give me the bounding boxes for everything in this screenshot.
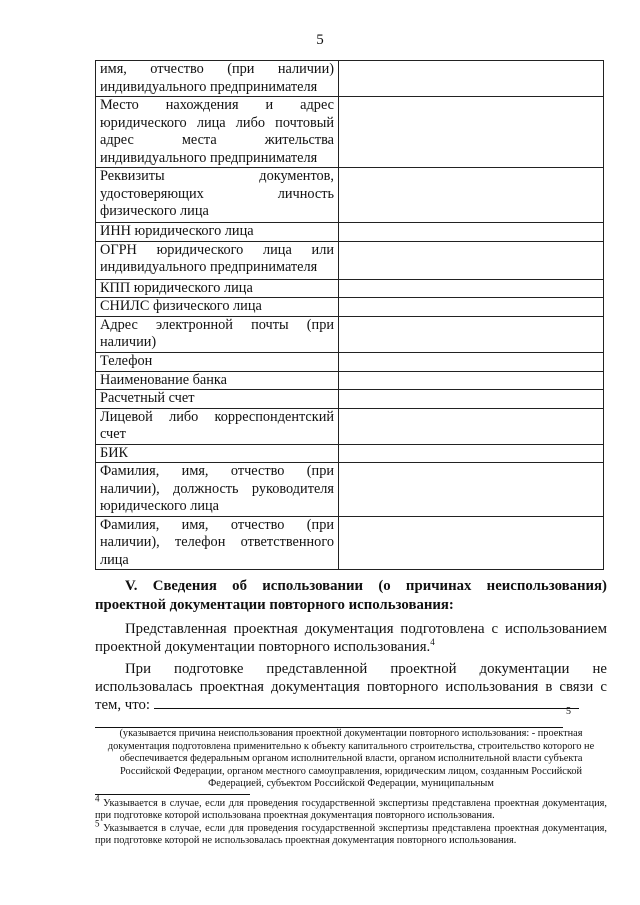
row-label: Расчетный счет (96, 390, 339, 409)
footnote-4 (95, 793, 607, 823)
table-row (96, 168, 604, 223)
table-row (96, 352, 604, 371)
row-label: имя, отчество (при наличии) индивидуального предпринимателя (96, 61, 339, 97)
row-value[interactable] (339, 61, 604, 97)
table-row (96, 316, 604, 352)
table-row (96, 463, 604, 517)
footnote-ref: 5 (566, 706, 571, 717)
table-row (96, 390, 604, 409)
row-label: Лицевой либо корреспондентский счет (96, 408, 339, 444)
row-value[interactable] (339, 223, 604, 242)
row-label: Наименование банка (96, 371, 339, 390)
row-value[interactable] (339, 390, 604, 409)
row-value[interactable] (339, 97, 604, 168)
row-label: Реквизиты документов, удостоверяющих личность физического лица (96, 168, 339, 223)
footnote-ref: 4 (430, 637, 435, 648)
row-value[interactable] (339, 352, 604, 371)
footnote-divider (95, 794, 250, 795)
section-title: V. Сведения об использовании (о причинах неиспользования) проектной документации повторного использования: (95, 578, 607, 613)
table-row (96, 408, 604, 444)
footnote-number: 4 (95, 793, 100, 804)
usage-text: Представленная проектная документация подготовлена с использованием проектной документации повторного использования. (95, 621, 607, 655)
table-row (96, 516, 604, 570)
row-value[interactable] (339, 371, 604, 390)
footnote-5 (95, 818, 607, 848)
row-label: Фамилия, имя, отчество (при наличии), должность руководителя юридического лица (96, 463, 339, 517)
table-row (96, 97, 604, 168)
table-row (96, 223, 604, 242)
row-value[interactable] (339, 168, 604, 223)
non-usage-paragraph (95, 660, 607, 714)
row-label: КПП юридического лица (96, 279, 339, 298)
row-value[interactable] (339, 444, 604, 463)
row-label: Адрес электронной почты (при наличии) (96, 316, 339, 352)
row-value[interactable] (339, 279, 604, 298)
table-row (96, 298, 604, 317)
row-value[interactable] (339, 463, 604, 517)
applicant-details-table (95, 60, 604, 570)
row-label: Фамилия, имя, отчество (при наличии), телефон ответственного лица (96, 516, 339, 570)
row-value[interactable] (339, 516, 604, 570)
row-label: Телефон (96, 352, 339, 371)
row-value[interactable] (339, 408, 604, 444)
row-label: Место нахождения и адрес юридического лица либо почтовый адрес места жительства индивидуального предпринимателя (96, 97, 339, 168)
page-number: 5 (316, 32, 324, 48)
row-value[interactable] (339, 241, 604, 279)
usage-paragraph (95, 620, 607, 656)
row-label: СНИЛС физического лица (96, 298, 339, 317)
footnote-text: Указывается в случае, если для проведения государственной экспертизы представлена проектная документация, при подготовке которой использована проектная документация повторного использования. (95, 798, 607, 822)
non-usage-text: При подготовке представленной проектной документации не использовалась проектная документация повторного использования в связи с тем, что: (95, 661, 607, 713)
row-label: ОГРН юридического лица или индивидуального предпринимателя (96, 241, 339, 279)
row-value[interactable] (339, 298, 604, 317)
table-row (96, 61, 604, 97)
reason-blank-line[interactable] (154, 696, 579, 709)
table-row (96, 444, 604, 463)
footnote-number: 5 (95, 818, 100, 829)
reason-note: (указывается причина неиспользования проектной документации повторного использования: - проектная документация подготовлена применительно к объекту капитального строительства, строительство которого не обеспечивается федеральным органом исполнительной власти, органом исполнительной власти субъекта Российской Федерации, органом местного самоуправления, юридическим лицом, созданным Российской Федерацией, субъектом Российской Федерации, муниципальным (107, 728, 595, 790)
row-label: БИК (96, 444, 339, 463)
table-row (96, 279, 604, 298)
table-row (96, 371, 604, 390)
row-label: ИНН юридического лица (96, 223, 339, 242)
row-value[interactable] (339, 316, 604, 352)
footnote-text: Указывается в случае, если для проведения государственной экспертизы представлена проектная документация, при подготовке которой не использовалась проектная документация повторного использования. (95, 823, 607, 847)
table-row (96, 241, 604, 279)
